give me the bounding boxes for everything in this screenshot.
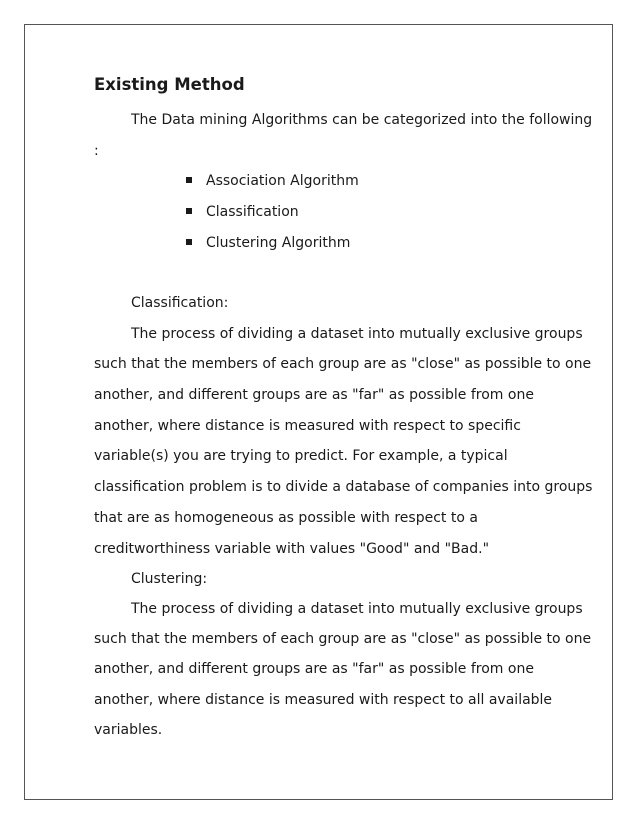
clustering-line: variables. (94, 722, 163, 738)
classification-line: variable(s) you are trying to predict. For example, a typical (94, 448, 508, 464)
list-item-label: Clustering Algorithm (206, 235, 351, 251)
clustering-line: The process of dividing a dataset into mutually exclusive groups (131, 601, 583, 617)
classification-line: classification problem is to divide a database of companies into groups (94, 479, 593, 495)
classification-line: creditworthiness variable with values "Good" and "Bad." (94, 541, 490, 557)
list-item-label: Association Algorithm (206, 173, 359, 189)
section-heading: Existing Method (94, 75, 245, 94)
square-bullet-icon (186, 239, 192, 245)
square-bullet-icon (186, 208, 192, 214)
list-item-label: Classification (206, 204, 299, 220)
classification-line: The process of dividing a dataset into mutually exclusive groups (131, 326, 583, 342)
square-bullet-icon (186, 177, 192, 183)
clustering-line: another, and different groups are as "far" as possible from one (94, 661, 534, 677)
page-border (24, 24, 613, 800)
clustering-title: Clustering: (131, 571, 208, 587)
clustering-line: such that the members of each group are as "close" as possible to one (94, 631, 592, 647)
intro-line-2: : (94, 143, 99, 159)
classification-title: Classification: (131, 295, 229, 311)
clustering-line: another, where distance is measured with respect to all available (94, 692, 553, 708)
classification-line: that are as homogeneous as possible with respect to a (94, 510, 478, 526)
intro-line-1: The Data mining Algorithms can be categorized into the following (131, 112, 593, 128)
classification-line: another, and different groups are as "far" as possible from one (94, 387, 534, 403)
classification-line: such that the members of each group are as "close" as possible to one (94, 356, 592, 372)
classification-line: another, where distance is measured with respect to specific (94, 418, 521, 434)
